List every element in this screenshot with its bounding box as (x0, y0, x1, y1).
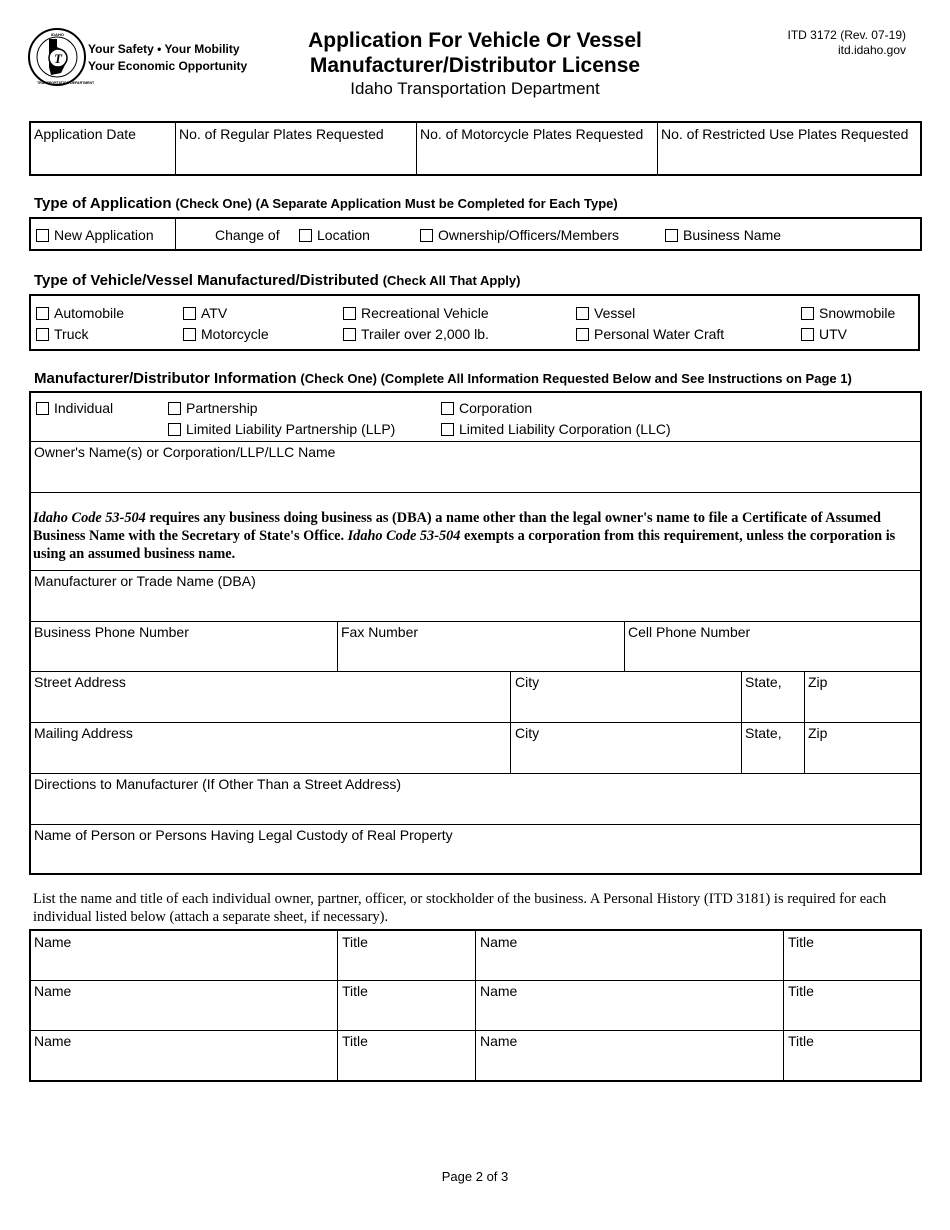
form-subtitle: Idaho Transportation Department (350, 79, 600, 98)
street-city-field[interactable]: City (515, 674, 540, 690)
page-number: Page 2 of 3 (441, 1169, 509, 1184)
recreational-vehicle-checkbox[interactable]: Recreational Vehicle (343, 305, 489, 322)
mailing-address-field[interactable]: Mailing Address (34, 725, 133, 741)
vessel-checkbox[interactable]: Vessel (576, 305, 635, 322)
dba-notice: Idaho Code 53-504 requires any business doing business as (DBA) a name other than the legal owner's name to file a Certificate of Assumed Business Name with the Secretary of State's Office. Idaho Code 53-504 exempts a corporation from this requirement, unless the corporation is using an assumed business name. (33, 510, 896, 562)
street-zip-field[interactable]: Zip (808, 674, 828, 690)
change-of-label: Change of (215, 227, 280, 243)
individual-checkbox[interactable]: Individual (36, 400, 113, 417)
motorcycle-checkbox[interactable]: Motorcycle (183, 326, 269, 343)
manufacturer-info-heading: Manufacturer/Distributor Information (Check One) (Complete All Information Requested Below and See Instructions on Page 1) (34, 370, 852, 387)
owner-name-2[interactable]: Name (480, 934, 518, 950)
owner-title-2[interactable]: Title (788, 934, 814, 950)
utv-checkbox[interactable]: UTV (801, 326, 847, 343)
owner-name-4[interactable]: Name (480, 983, 518, 999)
owners-table (29, 929, 922, 1082)
mailing-state-field[interactable]: State, (745, 725, 782, 741)
owner-name-3[interactable]: Name (34, 983, 72, 999)
snowmobile-checkbox[interactable]: Snowmobile (801, 305, 895, 322)
business-name-checkbox[interactable]: Business Name (665, 227, 781, 244)
cell-phone-field[interactable]: Cell Phone Number (628, 624, 751, 640)
owner-name-6[interactable]: Name (480, 1033, 518, 1049)
atv-checkbox[interactable]: ATV (183, 305, 227, 322)
llp-checkbox[interactable]: Limited Liability Partnership (LLP) (168, 421, 395, 438)
owner-title-3[interactable]: Title (342, 983, 368, 999)
application-type-box (29, 217, 922, 251)
trailer-checkbox[interactable]: Trailer over 2,000 lb. (343, 326, 489, 343)
restricted-plates-field[interactable]: No. of Restricted Use Plates Requested (661, 126, 909, 142)
ownership-checkbox[interactable]: Ownership/Officers/Members (420, 227, 619, 244)
partnership-checkbox[interactable]: Partnership (168, 400, 258, 417)
manufacturer-info-box (29, 391, 922, 875)
form-title (250, 28, 700, 78)
vehicle-type-heading: Type of Vehicle/Vessel Manufactured/Distributed (Check All That Apply) (34, 272, 521, 289)
website: itd.idaho.gov (837, 43, 906, 57)
truck-checkbox[interactable]: Truck (36, 326, 88, 343)
owner-name-1[interactable]: Name (34, 934, 72, 950)
street-address-field[interactable]: Street Address (34, 674, 126, 690)
mailing-city-field[interactable]: City (515, 725, 540, 741)
owner-title-5[interactable]: Title (342, 1033, 368, 1049)
application-type-heading: Type of Application (Check One) (A Separate Application Must be Completed for Each Type) (34, 195, 618, 212)
slogan-line1: Your Safety • Your Mobility (88, 42, 240, 56)
street-state-field[interactable]: State, (745, 674, 782, 690)
custody-field[interactable]: Name of Person or Persons Having Legal Custody of Real Property (34, 827, 453, 843)
title-line2: Manufacturer/Distributor License (309, 54, 641, 77)
slogan (88, 41, 247, 75)
personal-water-craft-checkbox[interactable]: Personal Water Craft (576, 326, 724, 343)
svg-text:T: T (54, 51, 62, 66)
owner-name-field[interactable]: Owner's Name(s) or Corporation/LLP/LLC Name (34, 444, 336, 460)
application-date-field[interactable]: Application Date (34, 126, 136, 142)
slogan-line2: Your Economic Opportunity (88, 59, 248, 73)
business-phone-field[interactable]: Business Phone Number (34, 624, 189, 640)
fax-field[interactable]: Fax Number (341, 624, 419, 640)
llc-checkbox[interactable]: Limited Liability Corporation (LLC) (441, 421, 671, 438)
itd-logo (27, 27, 95, 87)
automobile-checkbox[interactable]: Automobile (36, 305, 124, 322)
directions-field[interactable]: Directions to Manufacturer (If Other Than a Street Address) (34, 776, 402, 792)
owner-name-5[interactable]: Name (34, 1033, 72, 1049)
owner-title-4[interactable]: Title (788, 983, 814, 999)
corporation-checkbox[interactable]: Corporation (441, 400, 532, 417)
owner-title-1[interactable]: Title (342, 934, 368, 950)
location-checkbox[interactable]: Location (299, 227, 370, 244)
logo-text-idaho: IDAHO (51, 32, 64, 37)
regular-plates-field[interactable]: No. of Regular Plates Requested (179, 126, 384, 142)
logo-text-department: TRANSPORTATION DEPARTMENT (37, 81, 95, 85)
motorcycle-plates-field[interactable]: No. of Motorcycle Plates Requested (420, 126, 644, 142)
top-fields-box (29, 121, 922, 176)
owner-title-6[interactable]: Title (788, 1033, 814, 1049)
vehicle-type-box (29, 294, 920, 351)
new-application-checkbox[interactable]: New Application (36, 227, 154, 244)
form-number-block (788, 28, 907, 58)
owners-list-instruction: List the name and title of each individual owner, partner, officer, or stockholder of the business. A Personal History (ITD 3181) is required for each individual listed below (attach a separate sheet, if necessary). (33, 891, 887, 925)
trade-name-field[interactable]: Manufacturer or Trade Name (DBA) (34, 573, 256, 589)
mailing-zip-field[interactable]: Zip (808, 725, 828, 741)
title-line1: Application For Vehicle Or Vessel (308, 29, 642, 52)
form-number: ITD 3172 (Rev. 07-19) (787, 28, 906, 42)
